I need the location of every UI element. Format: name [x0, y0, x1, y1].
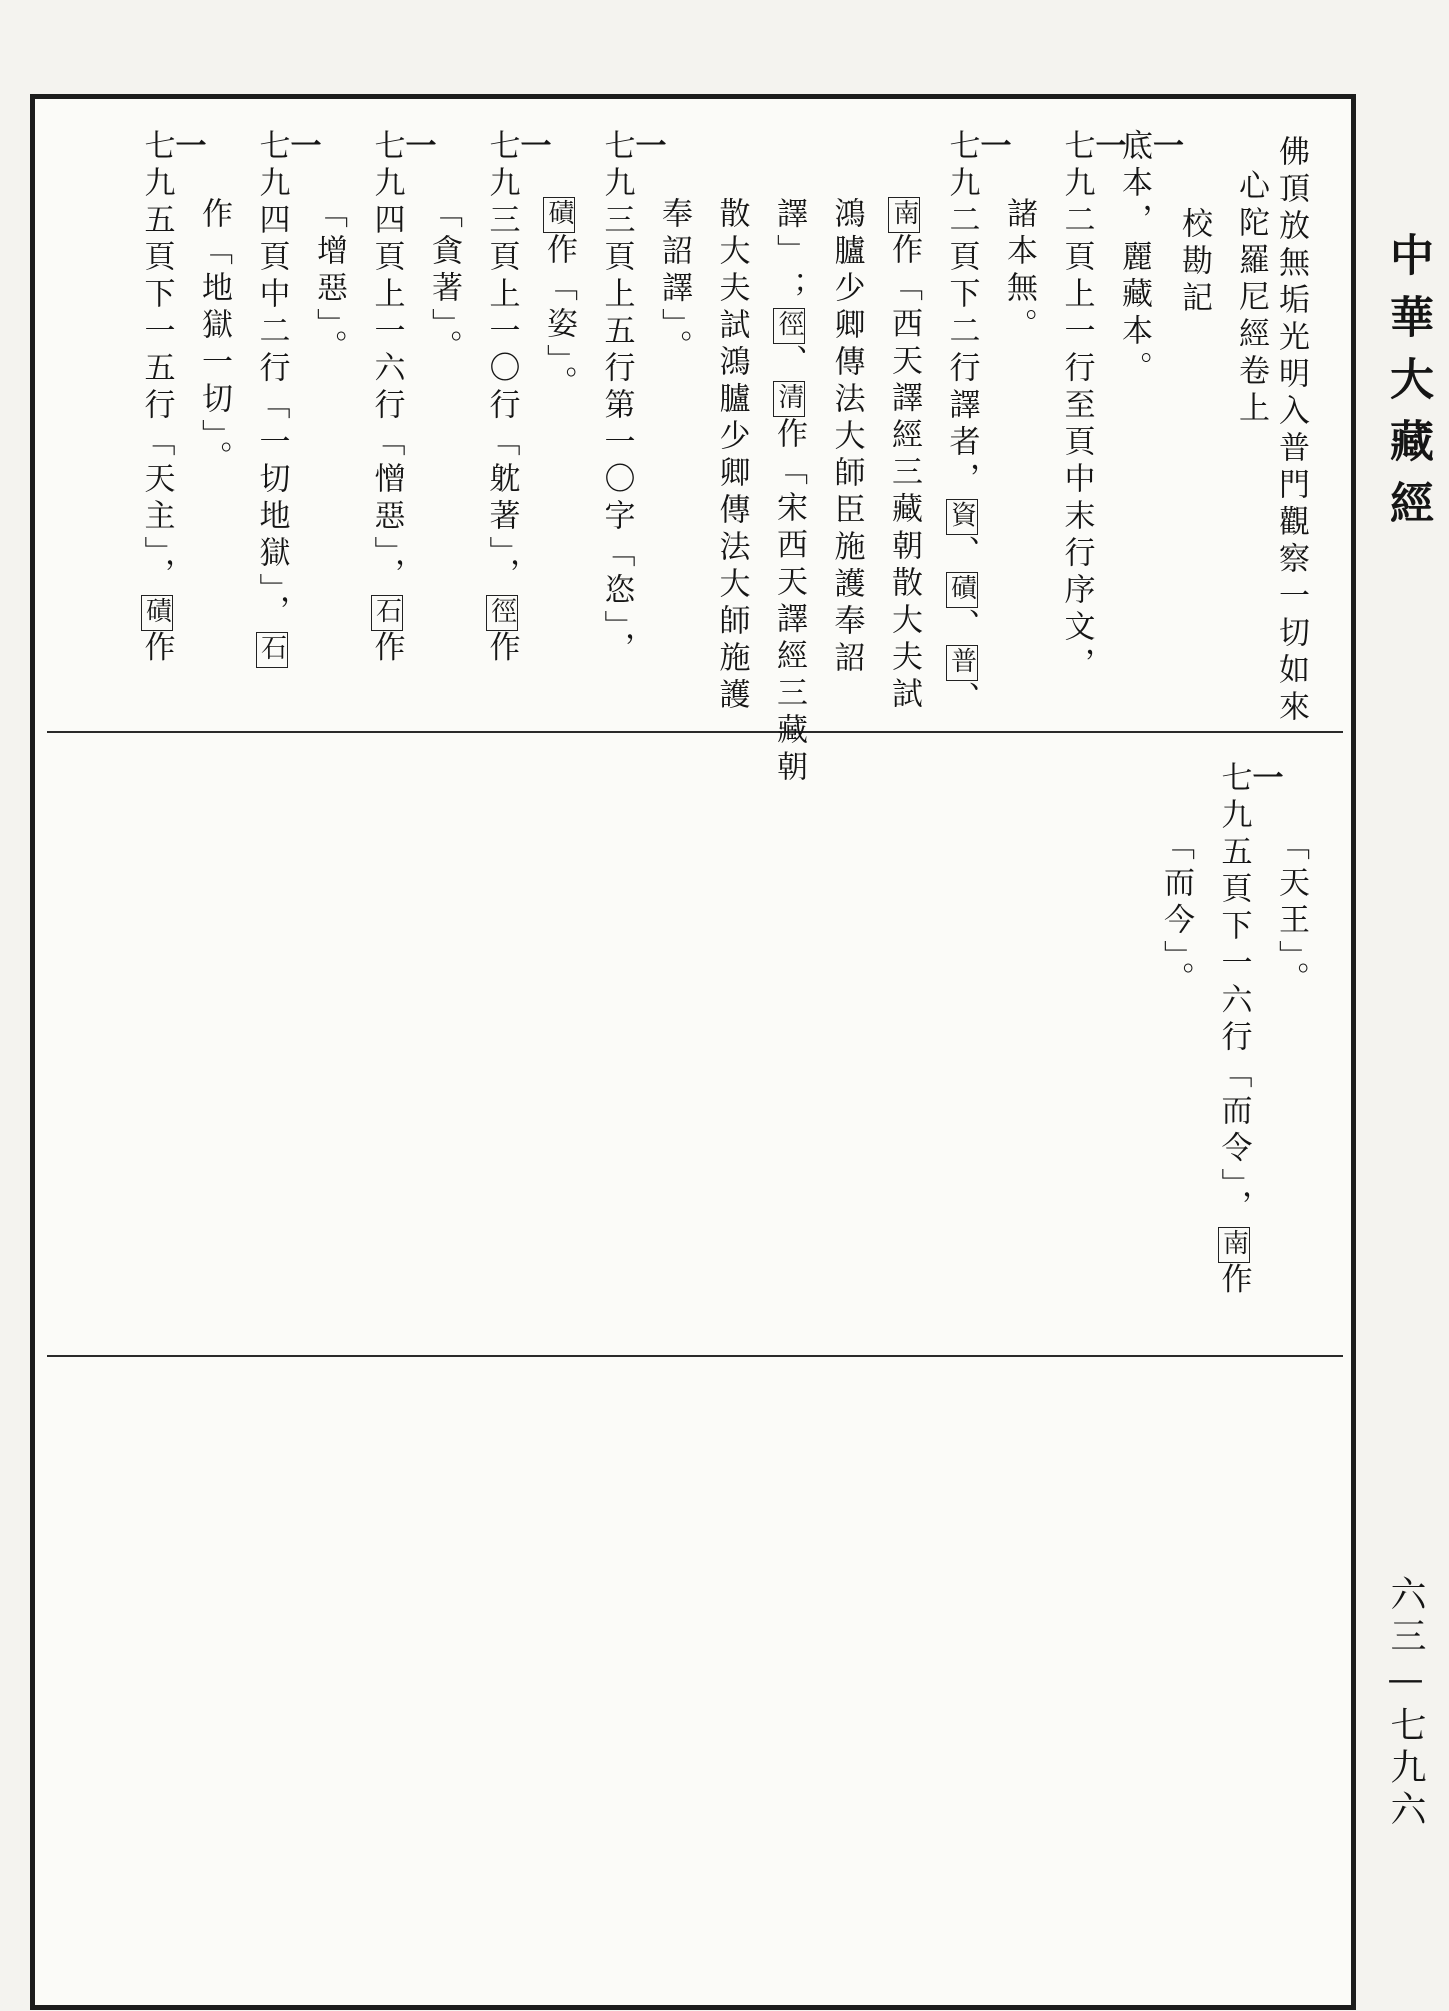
- note-dash: 一: [1147, 129, 1183, 166]
- note-text: 作: [1215, 1262, 1252, 1300]
- note-text: 散大夫試鴻臚少卿傳法大師施護: [713, 197, 750, 715]
- note-column: [368, 129, 436, 668]
- note-column: [1215, 761, 1283, 1300]
- note-text: 七九三頁上一〇行「躭著」，: [483, 129, 520, 595]
- note-dash: 一: [399, 129, 436, 166]
- note-text: 諸本無。: [1001, 197, 1037, 345]
- note-column: [886, 197, 922, 714]
- note-dash: 一: [169, 129, 206, 166]
- edition-abbrev-box: 南: [1218, 1228, 1249, 1261]
- note-column: [828, 197, 865, 678]
- edition-abbrev-box: 磧: [141, 596, 172, 629]
- note-text: 「貪著」。: [426, 197, 462, 367]
- edition-abbrev-box: 徑: [486, 596, 517, 629]
- note-text: 「天王」。: [1273, 829, 1309, 999]
- note-column: [311, 197, 347, 367]
- note-text: 底本，麗藏本。: [1116, 129, 1152, 388]
- edition-abbrev-box: 資: [946, 501, 977, 533]
- note-column: [483, 129, 551, 668]
- note-text: 七九二頁下二行譯者，: [943, 129, 980, 499]
- note-column: [1158, 829, 1194, 999]
- note-column: [426, 197, 462, 367]
- sutra-title-line-1: 佛頂放無垢光明入普門觀察一切如來: [1273, 135, 1309, 727]
- register-divider-upper: [47, 731, 1343, 733]
- note-text: 、: [943, 608, 980, 645]
- note-column: [598, 129, 666, 669]
- note-column: [1001, 197, 1037, 345]
- note-text: 作「西天譯經三藏朝散大夫試: [886, 233, 922, 714]
- note-dash: 一: [1089, 129, 1126, 166]
- section-heading: 校勘記: [1176, 207, 1212, 318]
- edition-abbrev-box: 石: [256, 633, 287, 666]
- edition-abbrev-box: 普: [946, 647, 977, 679]
- running-title: 中華大藏經: [1382, 232, 1433, 542]
- edition-abbrev-box: 南: [889, 199, 919, 231]
- note-text: 七九五頁下一六行「而令」，: [1215, 761, 1252, 1227]
- note-column: [1273, 829, 1309, 999]
- note-dash: 一: [1246, 761, 1283, 798]
- note-column: [1058, 129, 1126, 684]
- edition-abbrev-box: 徑: [774, 310, 804, 342]
- note-text: 七九五頁下一五行「天主」，: [138, 129, 175, 595]
- note-column: [1116, 129, 1183, 388]
- page-frame: [30, 94, 1356, 2010]
- note-dash: 一: [284, 129, 321, 166]
- note-text: 、: [943, 681, 980, 718]
- edition-abbrev-box: 清: [774, 383, 804, 415]
- note-text: 作: [138, 630, 175, 668]
- note-column: [138, 129, 206, 668]
- edition-abbrev-box: 石: [371, 596, 402, 629]
- note-column: [656, 197, 692, 367]
- note-dash: 一: [514, 129, 551, 166]
- note-dash: 一: [629, 129, 666, 166]
- note-column: [196, 197, 232, 478]
- note-text: 作「宋西天譯經三藏朝: [771, 417, 807, 787]
- note-text: 七九二頁上一行至頁中末行序文，: [1058, 129, 1095, 684]
- edition-abbrev-box: 磧: [544, 199, 574, 231]
- note-text: 「而今」。: [1158, 829, 1194, 999]
- note-column: [713, 197, 750, 715]
- edition-abbrev-box: 磧: [946, 574, 977, 606]
- note-column: [541, 197, 577, 403]
- note-text: 、: [943, 535, 980, 572]
- note-text: 作「地獄一切」。: [196, 197, 232, 478]
- page-number: 六三—七九六: [1385, 1575, 1426, 1832]
- note-text: 奉詔譯」。: [656, 197, 692, 367]
- note-text: 「增惡」。: [311, 197, 347, 367]
- note-text: 、: [771, 344, 807, 381]
- note-text: 鴻臚少卿傳法大師臣施護奉詔: [828, 197, 865, 678]
- note-text: 作: [368, 630, 405, 668]
- register-divider-lower: [47, 1355, 1343, 1357]
- note-dash: 一: [974, 129, 1011, 166]
- note-text: 七九四頁中二行「一切地獄」，: [253, 129, 290, 632]
- note-text: 七九四頁上一六行「憎惡」，: [368, 129, 405, 595]
- note-column: [943, 129, 1011, 718]
- note-column: [253, 129, 321, 668]
- note-text: 作: [483, 630, 520, 668]
- sutra-title-line-2: 心陀羅尼經卷上: [1233, 169, 1269, 428]
- note-column: [771, 197, 807, 787]
- note-text: 譯」；: [771, 197, 807, 308]
- note-text: 七九三頁上五行第一〇字「恣」，: [598, 129, 635, 669]
- note-text: 作「姿」。: [541, 233, 577, 403]
